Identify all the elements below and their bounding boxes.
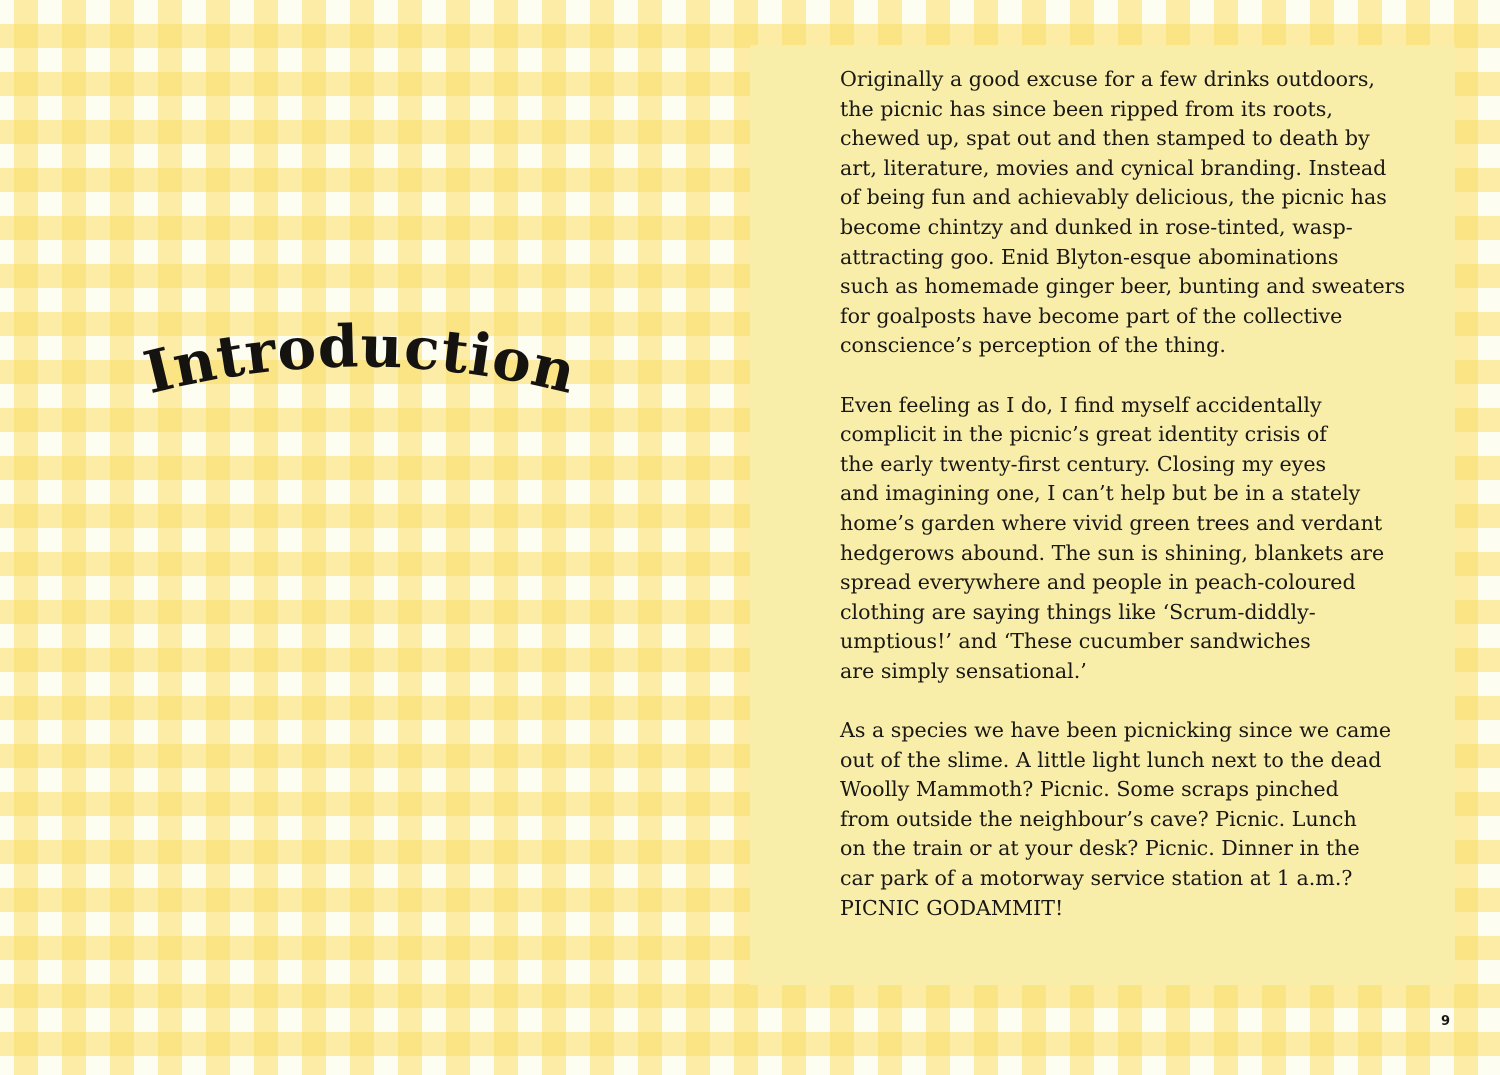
paragraph — [840, 716, 1420, 923]
text-line: art, literature, movies and cynical branding. Instead — [840, 155, 1387, 180]
text-line: the picnic has since been ripped from its roots, — [840, 96, 1333, 121]
text-line: Woolly Mammoth? Picnic. Some scraps pinched — [840, 777, 1339, 802]
text-line: chewed up, spat out and then stamped to death by — [840, 126, 1370, 151]
text-line: conscience’s perception of the thing. — [840, 333, 1226, 358]
text-line: out of the slime. A little light lunch next to the dead — [840, 747, 1382, 772]
text-line: spread everywhere and people in peach-coloured — [840, 570, 1356, 595]
text-line: complicit in the picnic’s great identity crisis of — [840, 422, 1327, 447]
body-text — [840, 65, 1420, 953]
text-line: for goalposts have become part of the collective — [840, 303, 1343, 328]
chapter-title — [137, 312, 590, 410]
paragraph — [840, 391, 1420, 687]
text-panel — [750, 45, 1455, 985]
text-line: of being fun and achievably delicious, the picnic has — [840, 185, 1387, 210]
text-line: car park of a motorway service station at 1 a.m.? — [840, 866, 1353, 891]
text-line: home’s garden where vivid green trees and verdant — [840, 510, 1383, 535]
paragraph — [840, 65, 1420, 361]
text-line: the early twenty-first century. Closing my eyes — [840, 451, 1327, 476]
text-line: and imagining one, I can’t help but be in a stately — [840, 481, 1361, 506]
text-line: from outside the neighbour’s cave? Picnic. Lunch — [840, 806, 1357, 831]
text-line: As a species we have been picnicking since we came — [840, 718, 1392, 743]
text-line: on the train or at your desk? Picnic. Dinner in the — [840, 836, 1360, 861]
text-line: Even feeling as I do, I find myself accidentally — [840, 392, 1322, 417]
text-line: are simply sensational.’ — [840, 658, 1087, 683]
text-line: Originally a good excuse for a few drinks outdoors, — [840, 67, 1375, 91]
text-line: PICNIC GODAMMIT! — [840, 895, 1064, 920]
text-line: hedgerows abound. The sun is shining, blankets are — [840, 540, 1385, 565]
text-line: such as homemade ginger beer, bunting and sweaters — [840, 274, 1406, 299]
chapter-title-text: Introduction — [137, 312, 583, 408]
text-line: clothing are saying things like ‘Scrum-diddly- — [840, 599, 1316, 624]
text-line: become chintzy and dunked in rose-tinted, wasp- — [840, 214, 1353, 239]
page-number: 9 — [1441, 1014, 1451, 1029]
text-line: umptious!’ and ‘These cucumber sandwiches — [840, 629, 1311, 654]
text-line: attracting goo. Enid Blyton-esque abominations — [840, 244, 1339, 269]
